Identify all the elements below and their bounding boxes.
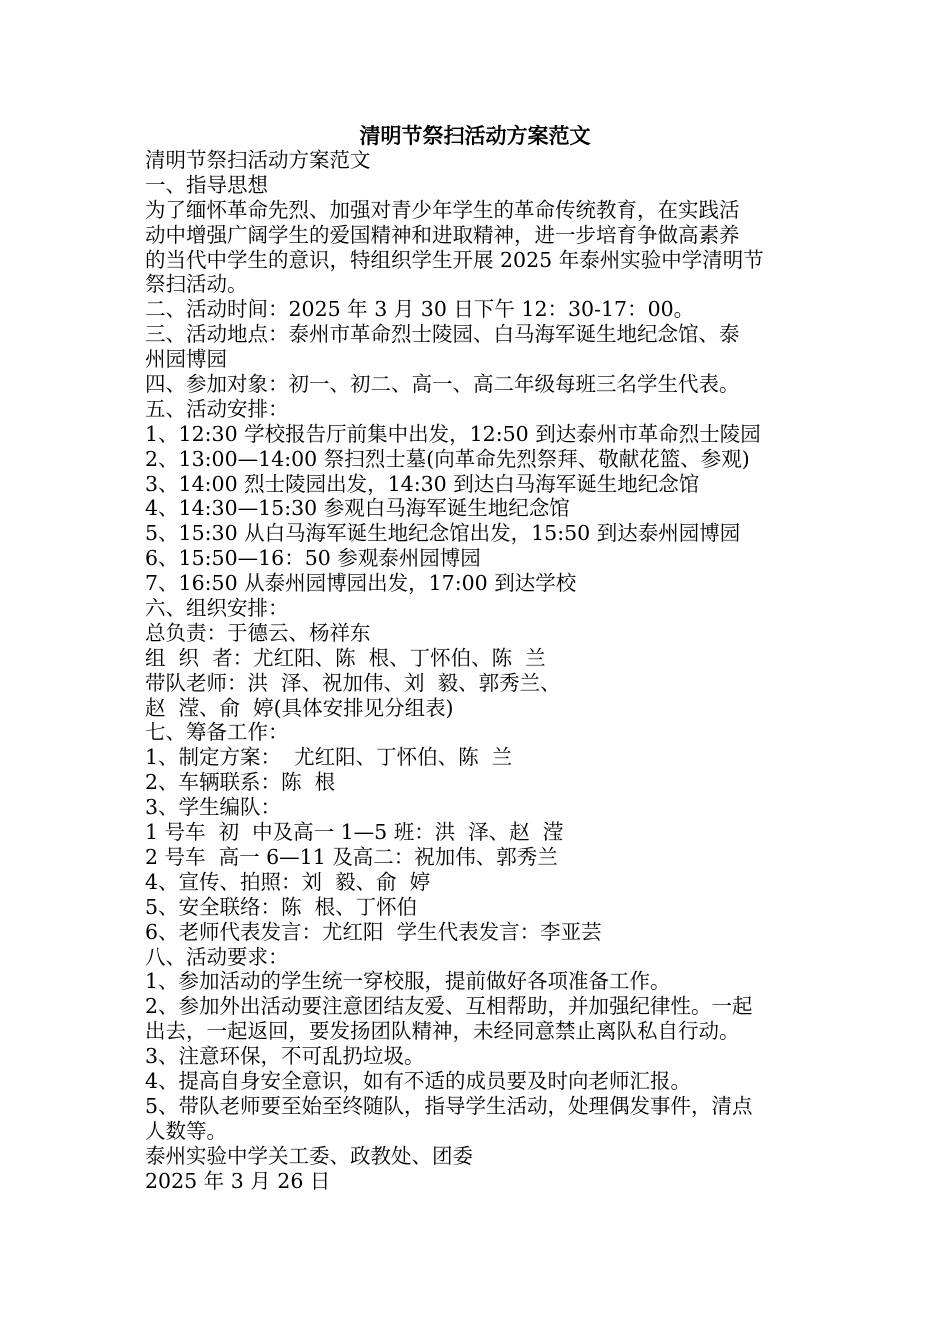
- requirement-item: 1、参加活动的学生统一穿校服，提前做好各项准备工作。: [145, 969, 671, 994]
- task-item: 3、学生编队：: [145, 795, 282, 820]
- section-heading: 八、活动要求：: [145, 944, 289, 969]
- schedule-item: 6、15:50—16：50 参观泰州园博园: [145, 546, 481, 571]
- task-item: 1、制定方案： 尤红阳、丁怀伯、陈 兰: [145, 745, 513, 770]
- text-line: 动中增强广阔学生的爱国精神和进取精神，进一步培育争做高素养: [145, 222, 740, 247]
- document-body: [145, 148, 807, 1193]
- schedule-item: 2、13:00—14:00 祭扫烈士墓(向革命先烈祭拜、敬献花篮、参观): [145, 446, 750, 471]
- section-heading: 二、活动时间：2025 年 3 月 30 日下午 12：30-17：00。: [145, 297, 695, 322]
- section-heading: 三、活动地点：泰州市革命烈士陵园、白马海军诞生地纪念馆、泰: [145, 322, 740, 347]
- text-line: 人数等。: [145, 1118, 227, 1143]
- signature-date: 2025 年 3 月 26 日: [145, 1168, 331, 1193]
- requirement-item: 2、参加外出活动要注意团结友爱、互相帮助，并加强纪律性。一起: [145, 994, 753, 1019]
- task-item: 4、宣传、拍照：刘 毅、俞 婷: [145, 869, 431, 894]
- schedule-item: 1、12:30 学校报告厅前集中出发，12:50 到达泰州市革命烈士陵园: [145, 421, 761, 446]
- text-line: 祭扫活动。: [145, 272, 248, 297]
- document-title: 清明节祭扫活动方案范文: [359, 123, 591, 148]
- schedule-item: 4、14:30—15:30 参观白马海军诞生地纪念馆: [145, 496, 570, 521]
- section-heading: 七、筹备工作：: [145, 720, 289, 745]
- text-line: 总负责：于德云、杨祥东: [145, 620, 371, 645]
- task-item: 2、车辆联系：陈 根: [145, 770, 336, 795]
- schedule-item: 5、15:30 从白马海军诞生地纪念馆出发，15:50 到达泰州园博园: [145, 521, 741, 546]
- requirement-item: 4、提高自身安全意识，如有不适的成员要及时向老师汇报。: [145, 1068, 692, 1093]
- text-line: 组 织 者：尤红阳、陈 根、丁怀伯、陈 兰: [145, 645, 546, 670]
- section-heading: 六、组织安排：: [145, 596, 289, 621]
- text-line: 出去，一起返回，要发扬团队精神，未经同意禁止离队私自行动。: [145, 1019, 740, 1044]
- text-line: 2 号车 高一 6—11 及高二：祝加伟、郭秀兰: [145, 844, 558, 869]
- schedule-item: 3、14:00 烈士陵园出发，14:30 到达白马海军诞生地纪念馆: [145, 471, 700, 496]
- text-line: 赵 滢、俞 婷(具体安排见分组表): [145, 695, 454, 720]
- text-line: 的当代中学生的意识，特组织学生开展 2025 年泰州实验中学清明节: [145, 247, 764, 272]
- task-item: 5、安全联络：陈 根、丁怀伯: [145, 894, 418, 919]
- section-heading: 一、指导思想: [145, 172, 268, 197]
- requirement-item: 3、注意环保，不可乱扔垃圾。: [145, 1044, 425, 1069]
- section-heading: 四、参加对象：初一、初二、高一、高二年级每班三名学生代表。: [145, 372, 740, 397]
- text-line: 为了缅怀革命先烈、加强对青少年学生的革命传统教育，在实践活: [145, 197, 740, 222]
- text-line: 1 号车 初 中及高一 1—5 班：洪 泽、赵 滢: [145, 820, 564, 845]
- text-line: 带队老师：洪 泽、祝加伟、刘 毅、郭秀兰、: [145, 670, 561, 695]
- schedule-item: 7、16:50 从泰州园博园出发，17:00 到达学校: [145, 571, 577, 596]
- section-heading: 五、活动安排：: [145, 396, 289, 421]
- text-line: 清明节祭扫活动方案范文: [145, 148, 371, 172]
- requirement-item: 5、带队老师要至始至终随队，指导学生活动，处理偶发事件，清点: [145, 1093, 753, 1118]
- text-line: 州园博园: [145, 347, 227, 372]
- task-item: 6、老师代表发言：尤红阳 学生代表发言：李亚芸: [145, 919, 602, 944]
- signature-organization: 泰州实验中学关工委、政教处、团委: [145, 1143, 473, 1168]
